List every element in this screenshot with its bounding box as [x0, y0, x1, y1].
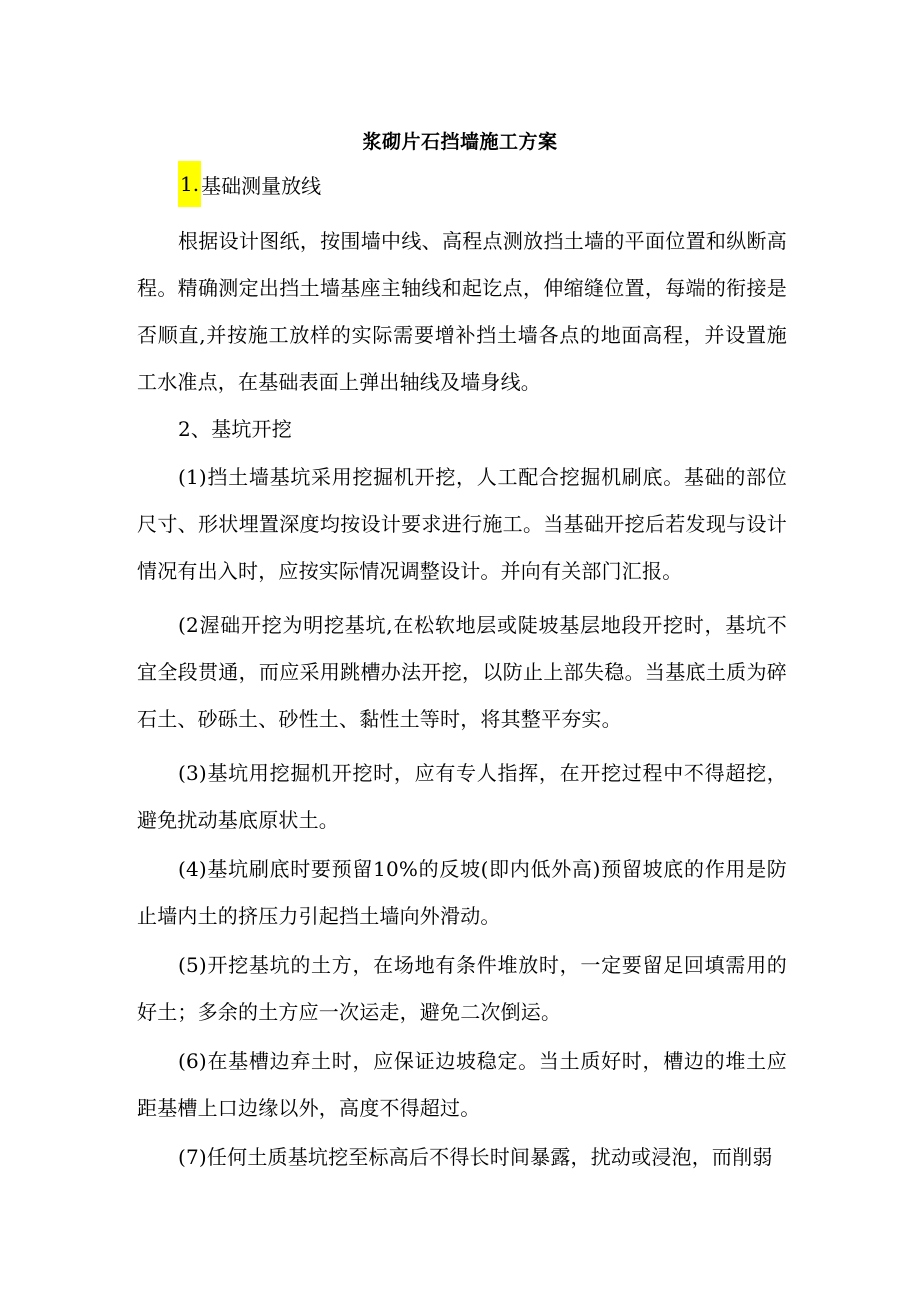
list-item: (7)任何土质基坑挖至标高后不得长时间暴露，扰动或浸泡，而削弱 — [178, 1145, 773, 1169]
section-2-heading: 2、基坑开挖 — [178, 417, 292, 441]
list-item: (5)开挖基坑的土方，在场地有条件堆放时，一定要留足回填需用的好土；多余的土方应一次运走，避免二次倒运。 — [137, 953, 787, 1024]
list-item: (2渥础开挖为明挖基坑,在松软地层或陡坡基层地段开挖时，基坑不宜全段贯通，而应采用跳槽办法开挖，以防止上部失稳。当基底土质为碎石土、砂砾土、砂性土、黏性土等时，将其整平夯实。 — [137, 613, 787, 731]
section-1-paragraph: 根据设计图纸，按围墙中线、高程点测放挡土墙的平面位置和纵断高程。精确测定出挡土墙基座主轴线和起讫点，伸缩缝位置，每端的衔接是否顺直,并按施工放样的实际需要增补挡土墙各点的地面高程，并设置施工水准点，在基础表面上弹出轴线及墙身线。 — [137, 229, 787, 394]
list-item: (1)挡土墙基坑采用挖掘机开挖，人工配合挖掘机刷底。基础的部位尺寸、形状埋置深度均按设计要求进行施工。当基础开挖后若发现与设计情况有出入时，应按实际情况调整设计。并向有关部门汇报。 — [137, 465, 787, 583]
page-title: 浆砌片石挡墙施工方案 — [362, 131, 558, 153]
section-1-heading-text: 基础测量放线 — [201, 174, 322, 198]
section-1-heading — [180, 163, 321, 209]
list-item: (6)在基槽边弃土时，应保证边坡稳定。当土质好时，槽边的堆土应距基槽上口边缘以外，高度不得超过。 — [137, 1049, 787, 1120]
list-item: (4)基坑刷底时要预留10%的反坡(即内低外高)预留坡底的作用是防止墙内土的挤压力引起挡土墙向外滑动。 — [137, 857, 787, 928]
section-1-number-highlight: 1. — [178, 161, 201, 207]
list-item: (3)基坑用挖掘机开挖时，应有专人指挥，在开挖过程中不得超挖，避免扰动基底原状土。 — [137, 761, 787, 832]
